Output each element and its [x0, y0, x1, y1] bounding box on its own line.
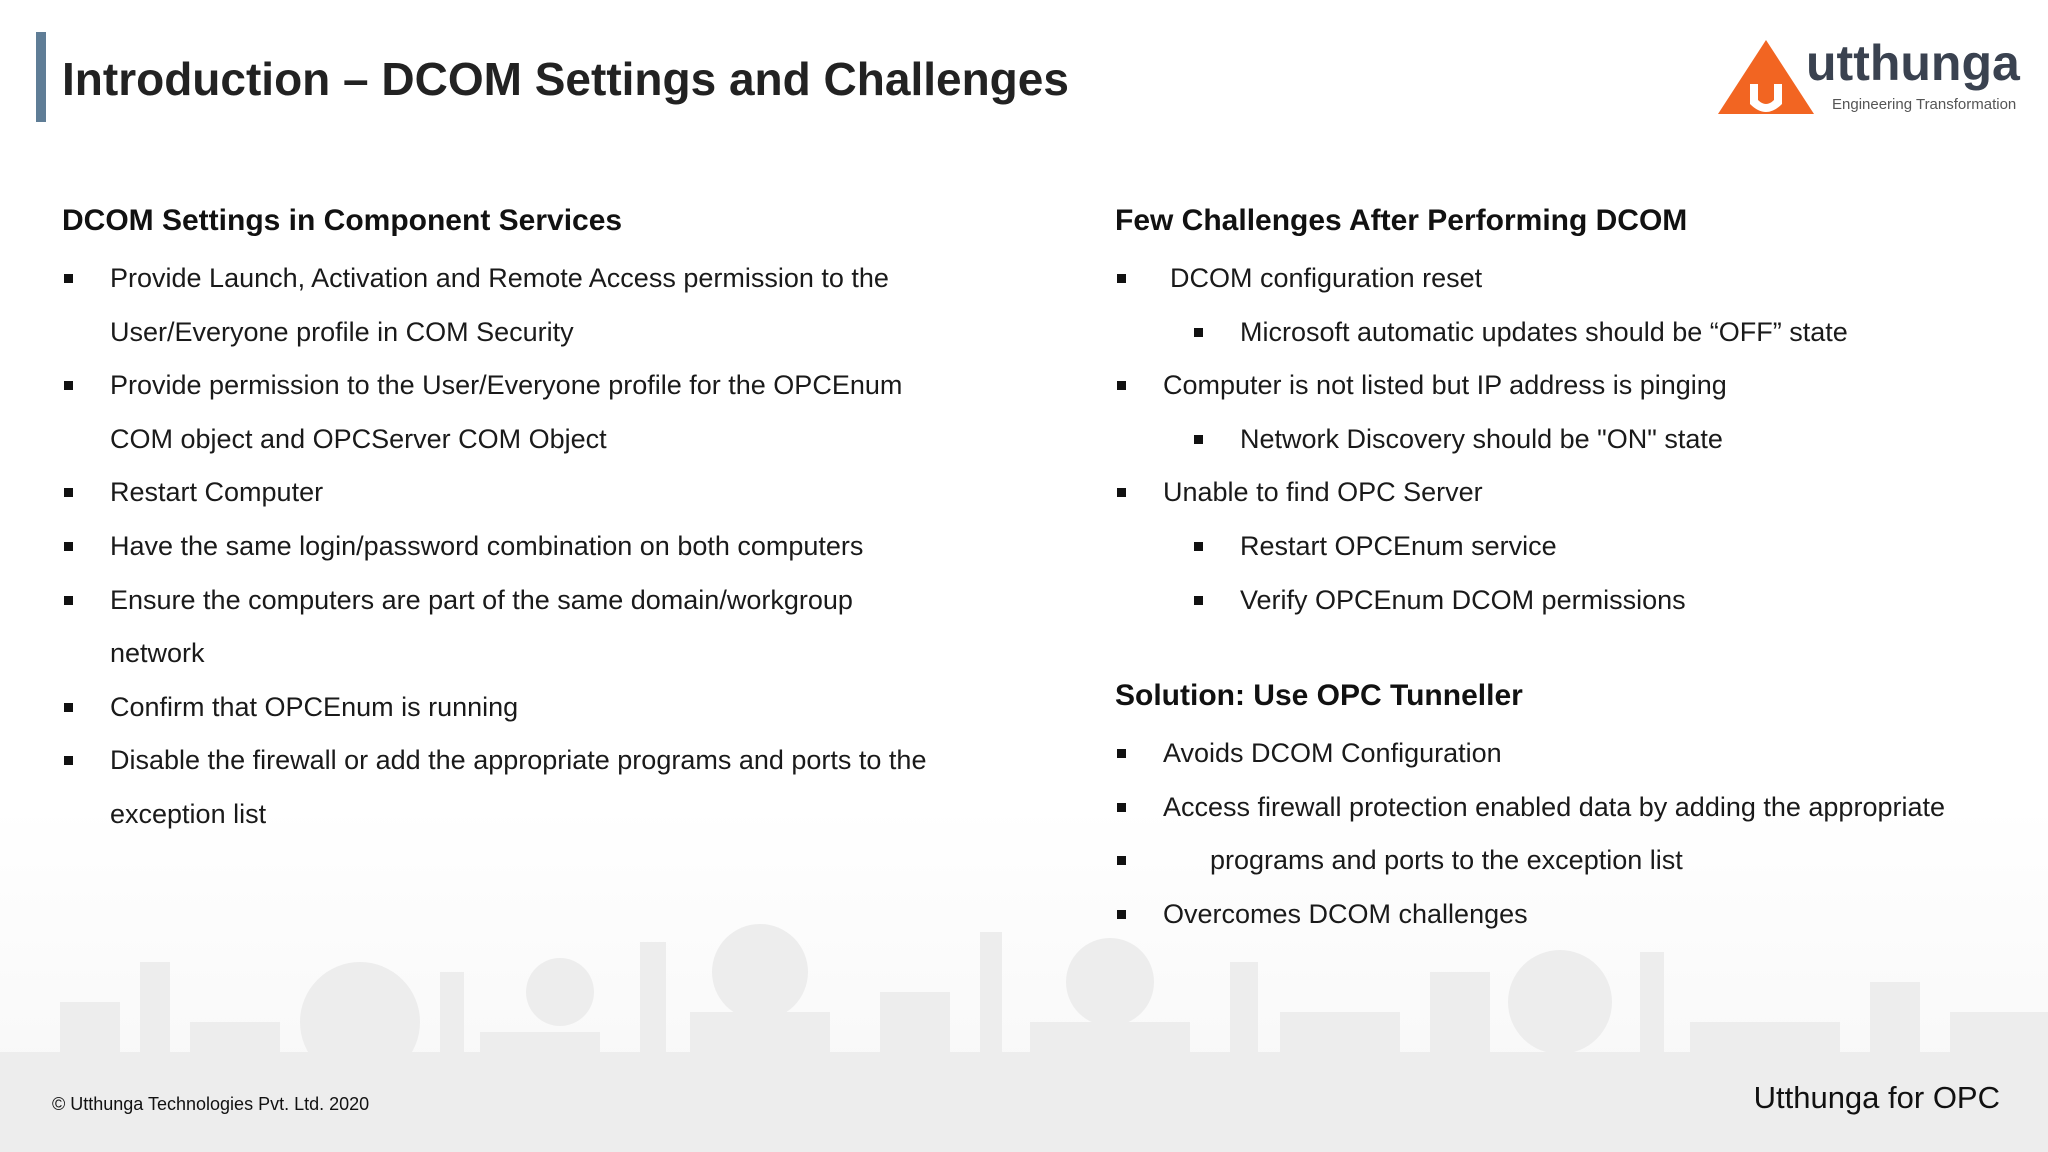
- list-item: [62, 520, 942, 574]
- list-item-text: Microsoft automatic updates should be “OFF” state: [1240, 316, 1848, 347]
- bullet-square-icon: [64, 542, 73, 551]
- list-item-text: DCOM configuration reset: [1170, 263, 1483, 293]
- list-item: [62, 574, 942, 681]
- list-item-text: Restart Computer: [110, 477, 324, 508]
- list-item-text: programs and ports to the exception list: [1210, 845, 1683, 876]
- bullet-square-icon: [64, 596, 73, 605]
- slide-title: Introduction – DCOM Settings and Challenges: [62, 53, 1069, 105]
- list-item-text: Have the same login/password combination on both computers: [110, 530, 864, 561]
- solution-heading: Solution: Use OPC Tunneller: [1115, 679, 1523, 713]
- copyright-text: © Utthunga Technologies Pvt. Ltd. 2020: [52, 1094, 370, 1114]
- list-item-text: Overcomes DCOM challenges: [1163, 898, 1528, 929]
- list-item-text: Access firewall protection enabled data by adding the appropriate: [1163, 791, 1945, 822]
- bullet-square-icon: [1117, 910, 1126, 919]
- list-item: [1115, 834, 2015, 888]
- bullet-square-icon: [1117, 488, 1126, 497]
- bullet-square-icon: [64, 488, 73, 497]
- bullet-square-icon: [1117, 381, 1126, 390]
- list-item: [62, 681, 942, 735]
- list-item-text: Network Discovery should be "ON" state: [1240, 423, 1723, 454]
- sub-list-item: [1115, 413, 2015, 467]
- list-item-text: Avoids DCOM Configuration: [1163, 738, 1502, 769]
- list-item: [1115, 781, 2015, 835]
- logo-mark-icon: [1716, 38, 1816, 120]
- logo-wordmark: utthunga: [1806, 35, 2020, 91]
- bullet-square-icon: [64, 274, 73, 283]
- list-item: [62, 466, 942, 520]
- list-item-text: Verify OPCEnum DCOM permissions: [1240, 584, 1686, 615]
- bullet-square-icon: [1194, 542, 1203, 551]
- list-item-text: Computer is not listed but IP address is pinging: [1163, 370, 1727, 401]
- list-item: [1115, 359, 2015, 413]
- list-item-text: Ensure the computers are part of the same domain/workgroup network: [110, 584, 853, 669]
- list-item-text: Restart OPCEnum service: [1240, 530, 1557, 561]
- challenges-column: [1115, 198, 2015, 942]
- bullet-square-icon: [1117, 749, 1126, 758]
- challenges-heading: Few Challenges After Performing DCOM: [1115, 204, 1688, 237]
- list-item-text: Provide permission to the User/Everyone profile for the OPCEnum COM object and OPCServer COM Object: [110, 370, 903, 454]
- bullet-square-icon: [1194, 596, 1203, 605]
- bullet-square-icon: [64, 381, 73, 390]
- logo-tagline: Engineering Transformation: [1832, 96, 2017, 113]
- list-item: [62, 252, 942, 359]
- sub-list-item: [1115, 574, 2015, 628]
- dcom-settings-column: [62, 198, 942, 842]
- bullet-square-icon: [64, 756, 73, 765]
- bullet-square-icon: [1194, 328, 1203, 337]
- solution-list: [1115, 727, 2015, 941]
- footer-product-name: Utthunga for OPC: [1753, 1080, 2000, 1115]
- bullet-square-icon: [1117, 856, 1126, 865]
- list-item-text: Provide Launch, Activation and Remote Access permission to the User/Everyone profile in COM Security: [110, 263, 889, 347]
- dcom-settings-heading: DCOM Settings in Component Services: [62, 204, 623, 237]
- utthunga-logo: [1716, 35, 2020, 120]
- list-item-text: Disable the firewall or add the appropriate programs and ports to the exception list: [110, 745, 927, 829]
- list-item-text: Unable to find OPC Server: [1163, 477, 1483, 508]
- list-item: [1115, 252, 2015, 306]
- list-item: [1115, 466, 2015, 520]
- list-item: [1115, 888, 2015, 942]
- list-item: [62, 359, 942, 466]
- sub-list-item: [1115, 306, 2015, 360]
- sub-list-item: [1115, 520, 2015, 574]
- list-item: [1115, 727, 2015, 781]
- challenges-list: [1115, 252, 2015, 627]
- bullet-square-icon: [64, 703, 73, 712]
- bullet-square-icon: [1117, 803, 1126, 812]
- list-item: [62, 734, 942, 841]
- list-item-text: Confirm that OPCEnum is running: [110, 691, 519, 722]
- bullet-square-icon: [1194, 435, 1203, 444]
- dcom-settings-list: [62, 252, 942, 842]
- title-accent-bar: [36, 32, 46, 122]
- bullet-square-icon: [1117, 274, 1126, 283]
